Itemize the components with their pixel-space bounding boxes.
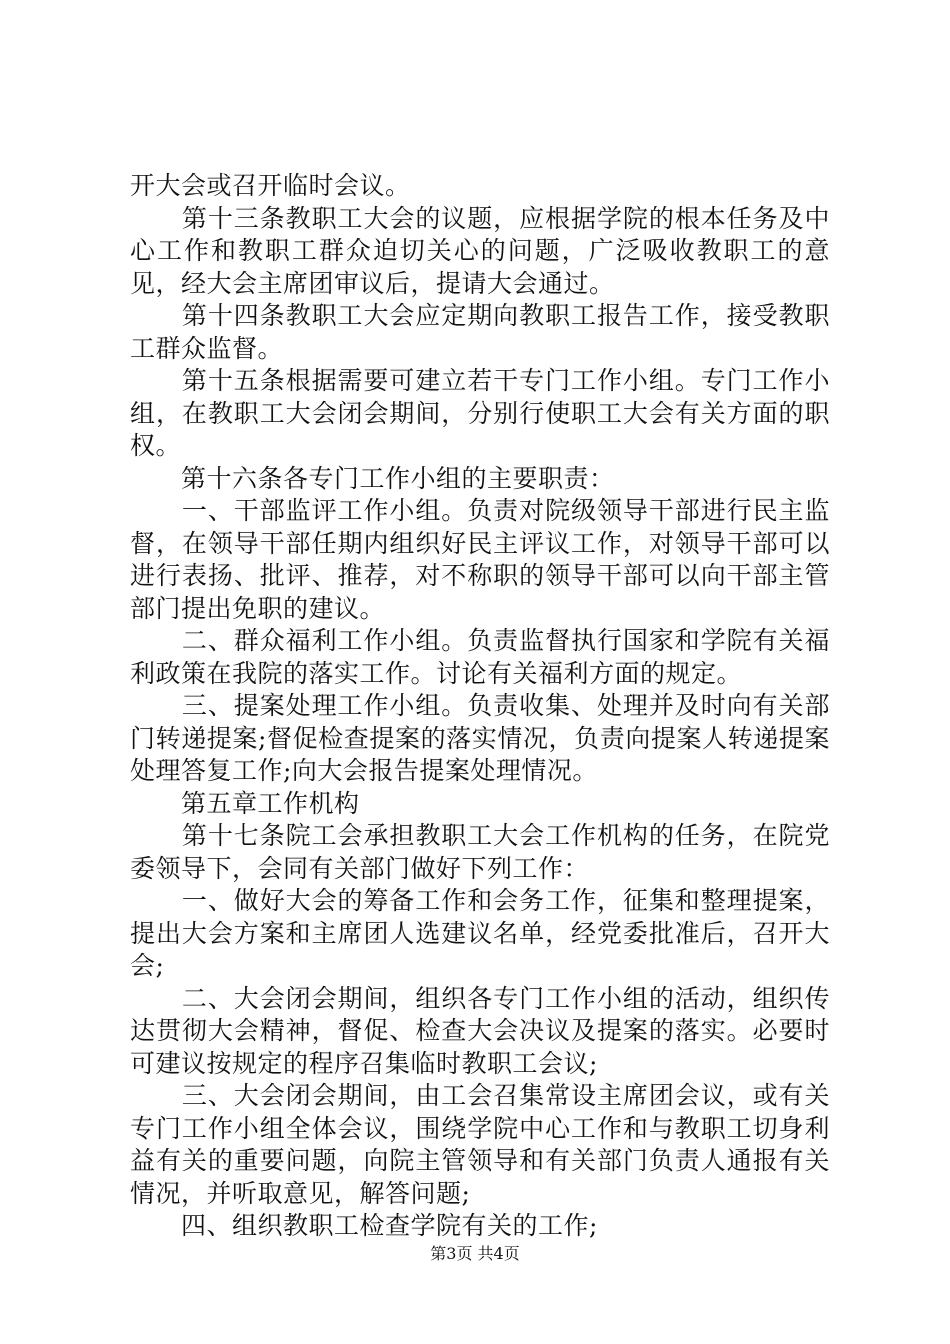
paragraph: 第十七条院工会承担教职工大会工作机构的任务，在院党委领导下，会同有关部门做好下列工作： (130, 821, 830, 883)
page-number-footer: 第3页 共4页 (430, 1244, 520, 1263)
paragraph: 一、做好大会的筹备工作和会务工作，征集和整理提案，提出大会方案和主席团人选建议名单，经党委批准后，召开大会; (130, 886, 830, 980)
paragraph: 二、大会闭会期间，组织各专门工作小组的活动，组织传达贯彻大会精神，督促、检查大会决议及提案的落实。必要时可建议按规定的程序召集临时教职工会议; (130, 983, 830, 1078)
section-heading: 第五章工作机构 (130, 788, 360, 818)
paragraph: 第十三条教职工大会的议题，应根据学院的根本任务及中心工作和教职工群众迫切关心的问题，广泛吸收教职工的意见，经大会主席团审议后，提请大会通过。 (130, 203, 830, 298)
paragraph: 开大会或召开临时会议。 (130, 171, 411, 200)
paragraph: 三、大会闭会期间，由工会召集常设主席团会议，或有关专门工作小组全体会议，围绕学院中心工作和与教职工切身利益有关的重要问题，向院主管领导和有关部门负责人通报有关情况，并听取意见，解答问题; (130, 1081, 830, 1208)
document-body (130, 170, 830, 1243)
paragraph: 三、提案处理工作小组。负责收集、处理并及时向有关部门转递提案;督促检查提案的落实情况，负责向提案人转递提案处理答复工作;向大会报告提案处理情况。 (130, 691, 830, 785)
paragraph: 第十五条根据需要可建立若干专门工作小组。专门工作小组，在教职工大会闭会期间，分别行使职工大会有关方面的职权。 (130, 366, 830, 460)
paragraph: 二、群众福利工作小组。负责监督执行国家和学院有关福利政策在我院的落实工作。讨论有关福利方面的规定。 (130, 626, 830, 688)
paragraph: 四、组织教职工检查学院有关的工作; (130, 1211, 598, 1240)
paragraph: 第十六条各专门工作小组的主要职责： (130, 463, 615, 493)
paragraph: 一、干部监评工作小组。负责对院级领导干部进行民主监督，在领导干部任期内组织好民主评议工作，对领导干部可以进行表扬、批评、推荐，对不称职的领导干部可以向干部主管部门提出免职的建议。 (130, 496, 830, 623)
paragraph: 第十四条教职工大会应定期向教职工报告工作，接受教职工群众监督。 (130, 301, 830, 363)
